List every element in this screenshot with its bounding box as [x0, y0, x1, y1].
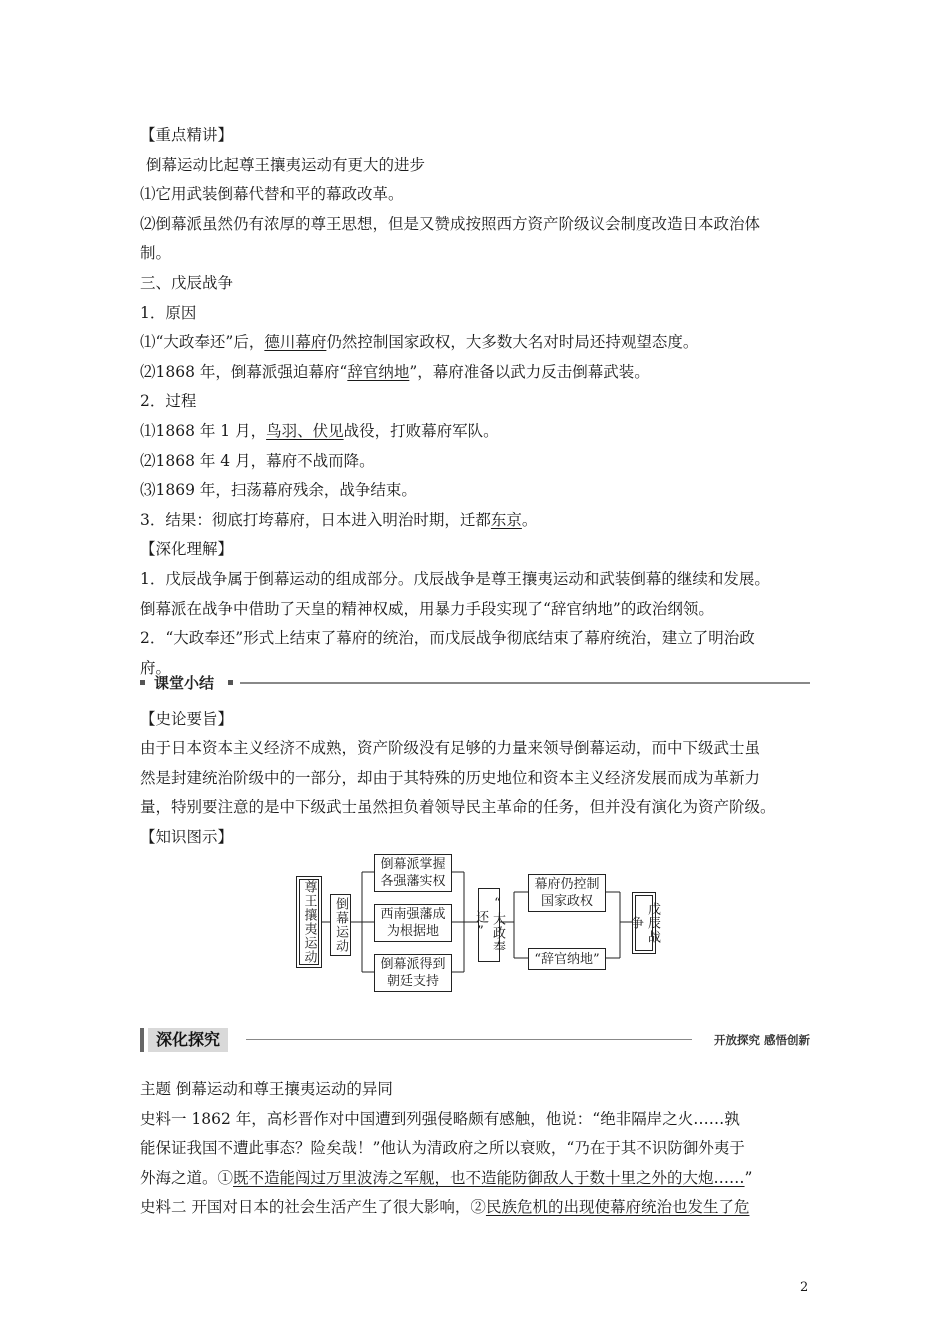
text-segment: ⑵1868 年 4 月，幕府不战而降。	[140, 451, 375, 470]
text-segment: ⑶1869 年，扫荡幕府残余，战争结束。	[140, 481, 417, 500]
text-segment: 由于日本资本主义经济不成熟，资产阶级没有足够的力量来领导倒幕运动，而中下级武士虽	[140, 739, 761, 758]
text-segment: 【史论要旨】	[140, 710, 234, 728]
box-tobaku	[330, 894, 351, 956]
text-line	[140, 242, 171, 264]
text-line	[140, 627, 755, 649]
class-summary-bar	[140, 672, 810, 694]
box-sonno-joi	[296, 876, 322, 968]
underlined-term: 鸟羽、伏见	[266, 422, 344, 440]
text-segment: 府。	[140, 658, 172, 677]
text-line	[140, 450, 375, 472]
text-segment: ”	[744, 1168, 753, 1187]
text-segment: ⑴1868 年 1 月，	[140, 422, 267, 440]
page-number: 2	[800, 1280, 809, 1295]
box-southwest-base	[374, 904, 452, 942]
text-line	[140, 420, 499, 442]
text-segment: 主题 倒幕运动和尊王攘夷运动的异同	[140, 1080, 393, 1098]
text-line	[140, 538, 233, 560]
text-segment: 能保证我国不遭此事态？险矣哉！”他认为清政府之所以衰败，“乃在于其不识防御外夷于	[140, 1139, 745, 1157]
text-line	[140, 708, 233, 730]
text-line	[140, 1078, 393, 1100]
box-label: “辞官纳地”	[534, 951, 600, 967]
text-segment: 2．过程	[140, 392, 197, 411]
text-line	[140, 302, 196, 324]
text-line	[140, 183, 404, 205]
text-line	[140, 1196, 749, 1218]
underlined-term: 德川幕府	[264, 333, 327, 352]
box-label: 倒幕派得到朝廷支持	[380, 957, 446, 989]
section-subtitle: 开放探究 感悟创新	[713, 1033, 810, 1047]
text-segment: ⑵倒幕派虽然仍有浓厚的尊王思想，但是又赞成按照西方资产阶级议会制度改造日本政治体	[140, 214, 761, 233]
class-summary-title: 课堂小结	[154, 674, 215, 692]
text-segment: 倒幕派在战争中借助了天皇的精神权威，用暴力手段实现了“辞官纳地”的政治纲领。	[140, 599, 714, 618]
text-line	[140, 568, 770, 590]
section-header	[140, 1026, 810, 1054]
underlined-term: 辞官纳地	[347, 362, 410, 381]
box-bakufu-control	[528, 874, 606, 912]
divider	[240, 682, 810, 684]
text-segment: 1．戊辰战争属于倒幕运动的组成部分。戊辰战争是尊王攘夷运动和武装倒幕的继续和发展。	[140, 570, 770, 588]
square-icon	[228, 680, 233, 685]
box-label: 尊王攘夷运动	[301, 880, 317, 964]
text-segment: ”，幕府准备以武力反击倒幕武装。	[409, 362, 650, 381]
box-court-support	[374, 954, 452, 992]
box-label: “大政奉还”	[473, 896, 505, 954]
text-line	[140, 796, 776, 818]
box-boshin-war	[628, 892, 660, 954]
text-segment: 。	[521, 510, 538, 529]
text-segment: 史料二 开国对日本的社会生活产生了很大影响，②	[140, 1198, 486, 1216]
section-bar	[140, 1028, 144, 1052]
text-segment: 制。	[140, 244, 172, 263]
box-label: 倒幕派掌握各强藩实权	[380, 857, 446, 889]
underlined-term: 民族危机的出现使幕府统治也发生了危	[485, 1198, 750, 1216]
text-line	[140, 1108, 740, 1130]
box-strong-domains	[374, 854, 452, 892]
text-segment: 三、戊辰战争	[140, 274, 234, 292]
text-line	[140, 272, 233, 294]
text-segment: 外海之道。①	[140, 1168, 234, 1187]
underlined-term: 既不造能闯过万里波涛之军舰，也不造能防御敌人于数十里之外的大炮……	[233, 1168, 745, 1187]
text-line	[140, 390, 196, 412]
text-segment: 然是封建统治阶级中的一部分，却由于其特殊的历史地位和资本主义经济发展而成为革新力	[140, 768, 761, 787]
divider	[246, 1039, 692, 1040]
text-segment: 【重点精讲】	[140, 126, 234, 144]
text-line	[140, 598, 714, 620]
text-segment: ⑴“大政奉还”后，	[140, 333, 265, 352]
text-segment: 量，特别要注意的是中下级武士虽然担负着领导民主革命的任务，但并没有演化为资产阶级。	[140, 798, 776, 817]
box-label: 倒幕运动	[333, 897, 348, 953]
text-line	[140, 124, 233, 146]
text-segment: 倒幕运动比起尊王攘夷运动有更大的进步	[146, 155, 426, 174]
text-line	[140, 767, 760, 789]
text-segment: 1．原因	[140, 303, 197, 322]
text-line	[140, 826, 233, 848]
box-taisei-hokan	[473, 888, 505, 962]
text-line	[140, 331, 698, 353]
text-line	[140, 213, 760, 235]
text-segment: ⑵1868 年，倒幕派强迫幕府“	[140, 362, 348, 381]
text-segment: ⑴它用武装倒幕代替和平的幕政改革。	[140, 185, 404, 204]
text-line	[140, 737, 760, 759]
text-segment: 仍然控制国家政权，大多数大名对时局还持观望态度。	[326, 333, 699, 352]
box-label: 西南强藩成为根据地	[380, 907, 446, 939]
text-segment: 史料一 1862 年，高杉晋作对中国遭到列强侵略颇有感触，他说：“绝非隔岸之火……孰	[140, 1109, 740, 1128]
text-line	[140, 1137, 745, 1159]
box-label: 戊辰战争	[628, 902, 660, 944]
text-line	[146, 154, 425, 176]
box-label: 幕府仍控制国家政权	[534, 877, 600, 909]
text-line	[140, 361, 650, 383]
text-line	[140, 1167, 752, 1189]
square-icon	[140, 680, 145, 685]
text-segment: 战役，打败幕府军队。	[343, 422, 499, 440]
text-segment: 3．结果：彻底打垮幕府，日本进入明治时期，迁都	[140, 510, 491, 529]
text-segment: 2．“大政奉还”形式上结束了幕府的统治，而戊辰战争彻底结束了幕府统治，建立了明治政	[140, 629, 755, 648]
text-line	[140, 479, 417, 501]
text-segment: 【深化理解】	[140, 540, 234, 559]
section-title: 深化探究	[148, 1028, 228, 1052]
box-jikan-nochi	[528, 948, 606, 970]
text-line	[140, 509, 537, 531]
text-segment: 【知识图示】	[140, 827, 234, 846]
underlined-term: 东京	[490, 510, 522, 529]
